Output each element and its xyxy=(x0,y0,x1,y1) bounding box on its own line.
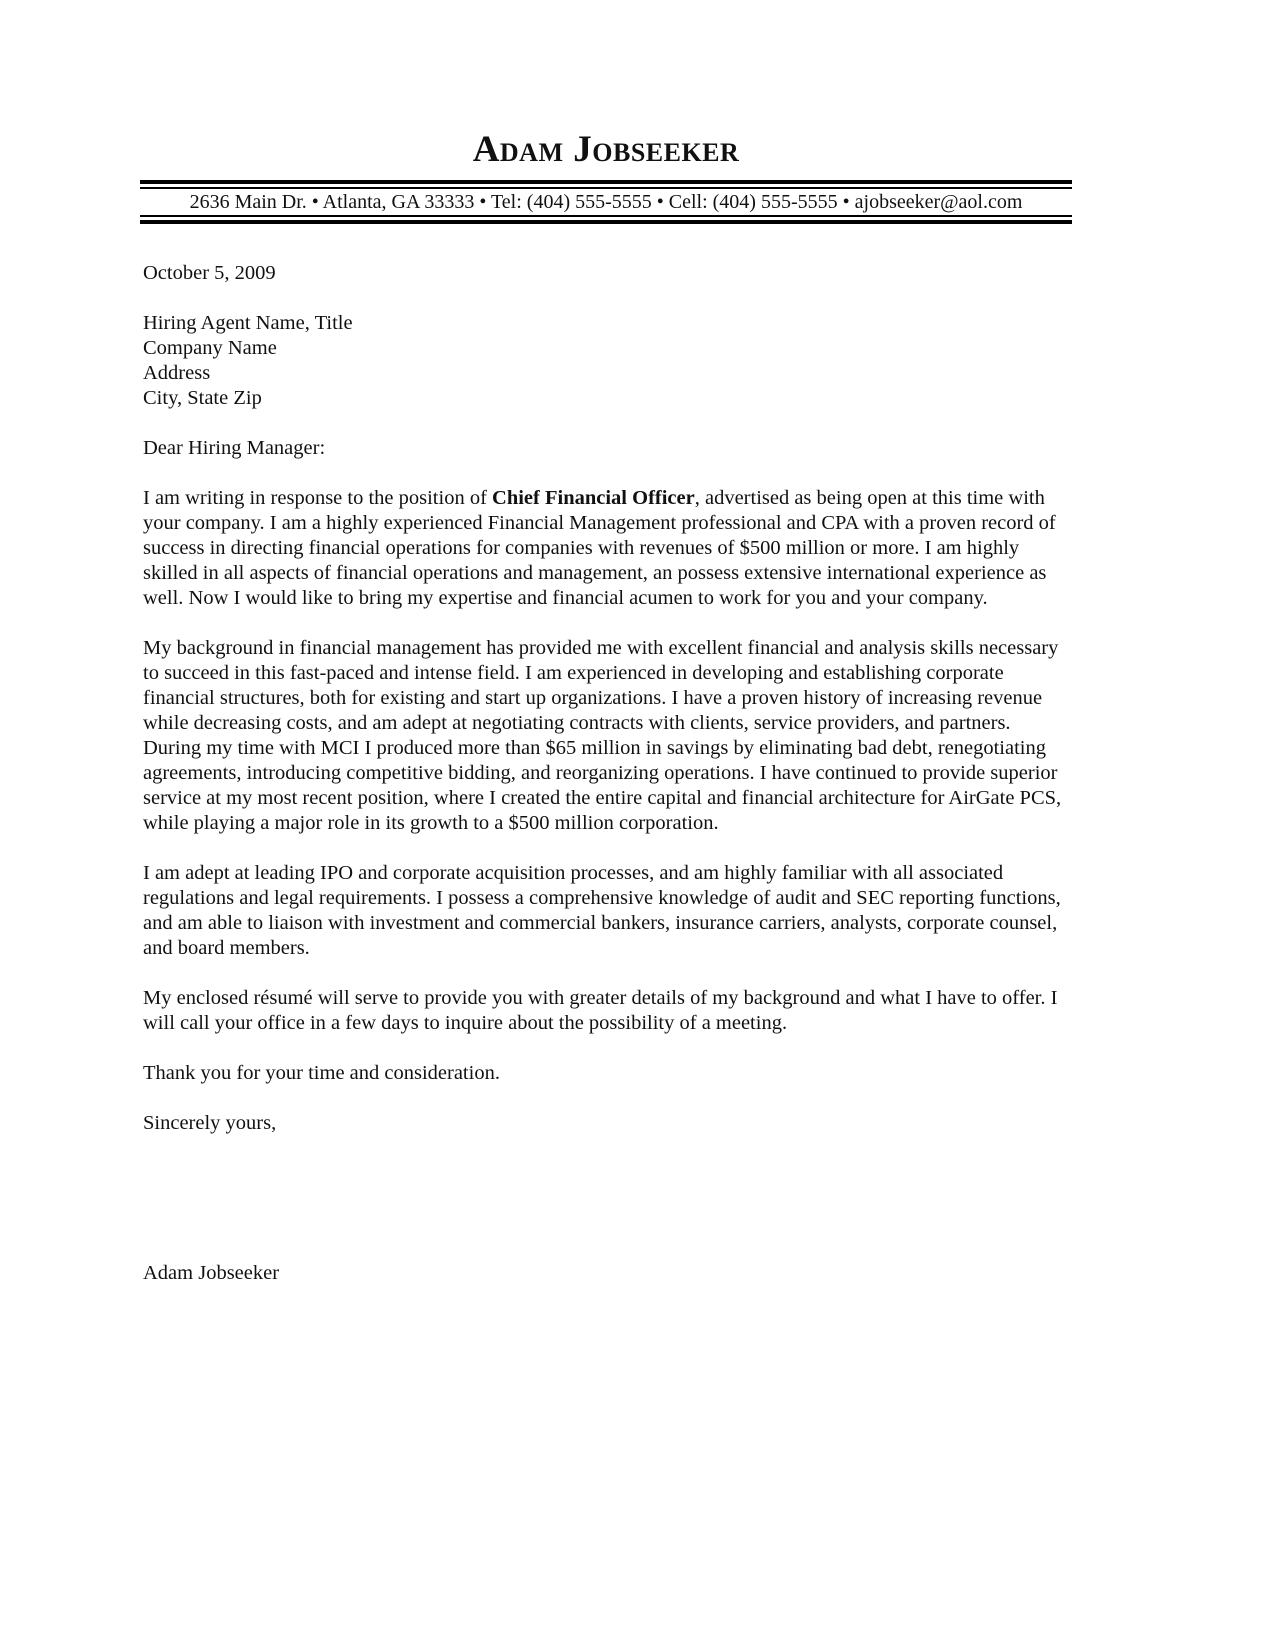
paragraph-background: My background in financial management has provided me with excellent financial and analysis skills necessary to succeed in this fast-paced and intense field. I am experienced in developing and establishing corporate financial structures, both for existing and start up organizations. I have a proven history of increasing revenue while decreasing costs, and am adept at negotiating contracts with clients, service providers, and partners. During my time with MCI I produced more than $65 million in savings by eliminating bad debt, renegotiating agreements, introducing competitive bidding, and reorganizing operations. I have continued to provide superior service at my most recent position, where I created the entire capital and financial architecture for AirGate PCS, while playing a major role in its growth to a $500 million corporation. xyxy=(143,637,1062,834)
paragraph-intro xyxy=(143,486,1073,611)
recipient-name-title: Hiring Agent Name, Title xyxy=(143,312,353,334)
sender-name: Adam Jobseeker xyxy=(472,129,740,170)
signature-name: Adam Jobseeker xyxy=(143,1262,280,1284)
position-title: Chief Financial Officer xyxy=(492,487,695,509)
letter-date: October 5, 2009 xyxy=(143,262,276,284)
recipient-address: Address xyxy=(143,362,211,384)
intro-text-end: , advertised as being open at this time with your company. I am a highly experienced Financial Management professional and CPA with a proven record of success in directing financial operations for companies with revenues of $500 million or more. I am highly skilled in all aspects of financial operations and management, an possess extensive international experience as well. Now I would like to bring my expertise and financial acumen to work for you and your company. xyxy=(143,487,1056,609)
paragraph-expertise: I am adept at leading IPO and corporate acquisition processes, and am highly familiar with all associated regulations and legal requirements. I possess a comprehensive knowledge of audit and SEC reporting functions, and am able to liaison with investment and commercial bankers, insurance carriers, analysts, corporate counsel, and board members. xyxy=(143,862,1061,959)
letterhead xyxy=(140,128,1072,224)
bottom-thick-rule xyxy=(140,220,1072,224)
recipient-city-state-zip: City, State Zip xyxy=(143,387,262,409)
paragraph-resume: My enclosed résumé will serve to provide you with greater details of my background and what I have to offer. I will call your office in a few days to inquire about the possibility of a meeting. xyxy=(143,987,1058,1034)
contact-line: 2636 Main Dr. • Atlanta, GA 33333 • Tel: (404) 555-5555 • Cell: (404) 555-5555 • ajobseeker@aol.com xyxy=(189,191,1023,213)
closing: Sincerely yours, xyxy=(143,1112,277,1134)
salutation: Dear Hiring Manager: xyxy=(143,437,326,459)
recipient-block xyxy=(143,311,1073,411)
letter-body xyxy=(143,261,1073,1286)
recipient-company: Company Name xyxy=(143,337,277,359)
paragraph-thanks: Thank you for your time and consideration. xyxy=(143,1062,500,1084)
intro-text-start: I am writing in response to the position of xyxy=(143,487,493,509)
